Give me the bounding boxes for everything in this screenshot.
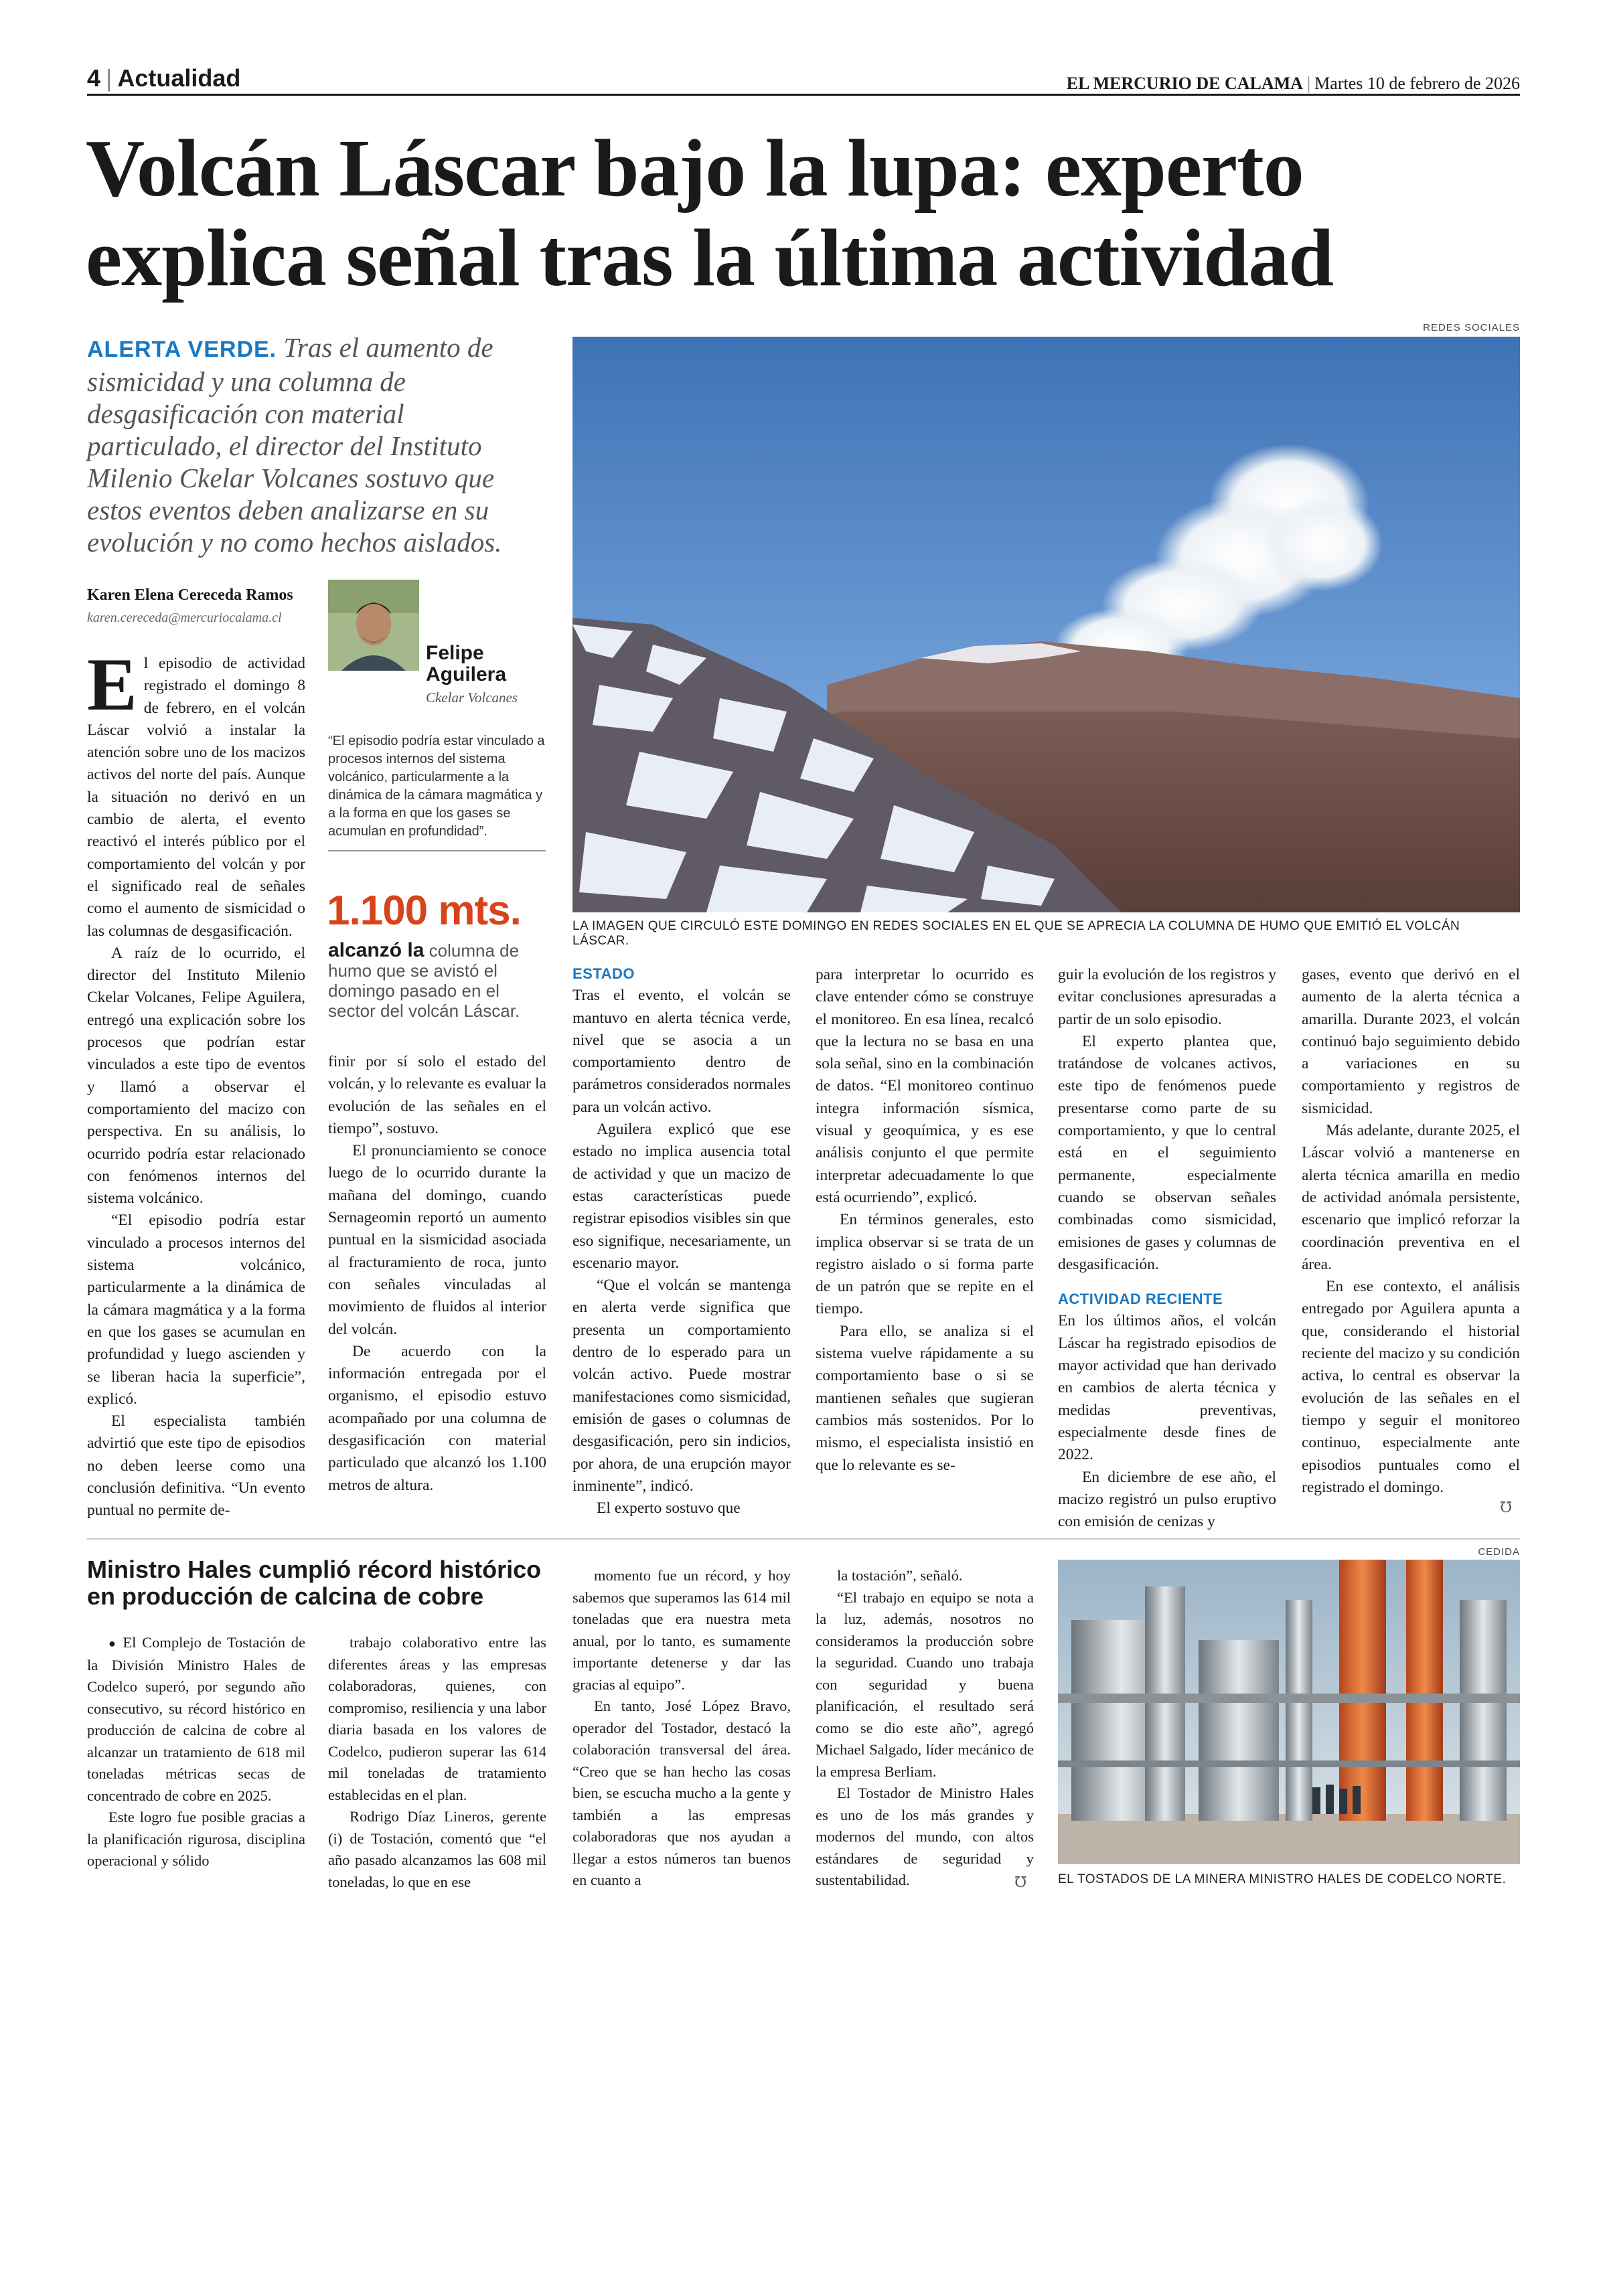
paragraph: En ese contexto, el análisis entregado por Aguilera apunta a que, considerando el historial reciente del macizo y su condición activa, lo central es observar la evolución de las señales en el tiempo y seguir el monitoreo continuo, especialmente ante episodios puntuales como el registrado el domingo. (1302, 1278, 1520, 1496)
paragraph: Aguilera explicó que ese estado no implica ausencia total de actividad y que un macizo de estas características puede registrar episodios visibles sin que eso signifique, necesariamente, un escenario mayor. (572, 1121, 791, 1272)
paragraph: El experto plantea que, tratándose de volcanes activos, este tipo de fenómenos puede presentarse como parte de su comportamiento, y que lo central está en el seguimiento permanente, especialmente cuando se observan señales combinadas como sismicidad, emisiones de gases y columnas de desgasificación. (1058, 1032, 1276, 1273)
paragraph: guir la evolución de los registros y evitar conclusiones apresuradas a partir de un solo episodio. (1058, 966, 1276, 1028)
story2-headline: Ministro Hales cumplió récord histórico en producción de calcina de cobre (87, 1556, 542, 1610)
volcano-photo (572, 337, 1520, 912)
volcano-illustration (572, 337, 1520, 912)
section-name: Actualidad (117, 64, 241, 92)
paragraph: “Que el volcán se mantenga en alerta verde significa que presenta un comportamiento dentro de lo esperado para un volcán activo. Puede mostrar manifestaciones como sismicidad, emisión de gases o columnas de desgasificación, pero sin indicios, por ahora, de una erupción mayor inminente”, indicó. (572, 1277, 791, 1495)
article-column-3 (572, 963, 791, 1520)
avatar (328, 580, 419, 671)
paragraph: l episodio de actividad registrado el domingo 8 de febrero, en el volcán Láscar volvió a instalar la atención sobre uno de los macizos activos del norte del país. Aunque la situación no derivó en un cambio de alerta, el evento reactivó el interés público por el comportamiento del volcán y por el significado real de señales como el aumento de sismicidad o las columnas de desgasificación. (87, 655, 305, 940)
subhead-actividad-reciente: ACTIVIDAD RECIENTE (1058, 1291, 1223, 1308)
paragraph: En diciembre de ese año, el macizo registró un pulso eruptivo con emisión de cenizas y (1058, 1468, 1276, 1531)
paragraph: “El trabajo en equipo se nota a la luz, además, nosotros no consideramos la producción sobre la seguridad. Cuando uno trabaja con seguridad y buena planificación, el resultado será como se dio este año”, agregó Michael Salgado, líder mecánico de la empresa Berliam. (816, 1588, 1034, 1780)
article-column-4 (816, 964, 1034, 1477)
paragraph: momento fue un récord, y hoy sabemos que superamos las 614 mil toneladas que era nuestra meta anual, por lo tanto, es sumamente importante detenerse y dar las gracias al equipo”. (572, 1567, 791, 1693)
headline-line-1: Volcán Láscar bajo la lupa: experto (86, 123, 1304, 214)
pull-quote: “El episodio podría estar vinculado a procesos internos del sistema volcánico, particularmente a la dinámica de la cámara magmática y a la forma en que los gases se acumulan en profundidad”. (328, 734, 545, 839)
article-column-5 (1058, 964, 1276, 1533)
quote-rule (328, 850, 546, 851)
photo-caption: LA IMAGEN QUE CIRCULÓ ESTE DOMINGO EN REDES SOCIALES EN EL QUE SE APRECIA LA COLUMNA DE HUMO QUE EMITIÓ EL VOLCÁN LÁSCAR. (572, 919, 1460, 948)
paragraph: Este logro fue posible gracias a la planificación rigurosa, disciplina operacional y sólido (87, 1809, 305, 1869)
page-header-left: 4 | Actualidad (87, 64, 241, 92)
lead-text: Tras el aumento de sismicidad y una columna de desgasificación con material particulado, el director del Instituto Milenio Ckelar Volcanes sostuvo que estos eventos deben analizarse en su evolución y no como hechos aislados. (87, 332, 502, 558)
paragraph: “El episodio podría estar vinculado a procesos internos del sistema volcánico, particularmente a la dinámica de la cámara magmática y a la forma en que los gases se acumulan en profundidad y luego ascienden y se liberan hacia la superficie”, explicó. (87, 1212, 305, 1408)
page-header-right: EL MERCURIO DE CALAMA | Martes 10 de febrero de 2026 (1066, 74, 1520, 93)
article-column-6 (1302, 964, 1520, 1499)
dropcap: E (87, 643, 137, 726)
paragraph: Más adelante, durante 2025, el Láscar volvió a mantenerse en alerta técnica amarilla en medio de actividad anómala persistente, escenario que implicó reforzar la coordinación preventiva en el área. (1302, 1122, 1520, 1273)
story2-column-3 (572, 1565, 791, 1892)
paragraph: En términos generales, esto implica observar si se trata de un registro aislado o si forma parte de un patrón que se repite en el tiempo. (816, 1211, 1034, 1318)
stat-value: 1.100 mts. (327, 888, 521, 934)
subhead-estado: ESTADO (572, 965, 635, 982)
stat-text: columna de humo que se avistó el domingo pasado en el sector del volcán Láscar. (328, 940, 520, 1021)
paragraph: para interpretar lo ocurrido es clave entender cómo se construye el monitoreo. En esa línea, recalcó que la lectura no se basa en una sola señal, sino en la combinación de datos. “El monitoreo continuo integra información sísmica, visual y geoquímica, y es ese análisis conjunto el que permite interpretar adecuadamente lo que está ocurriendo”, explicó. (816, 966, 1034, 1206)
industrial-plant-illustration (1058, 1560, 1520, 1864)
paragraph: A raíz de lo ocurrido, el director del Instituto Milenio Ckelar Volcanes, Felipe Aguilera, entregó una explicación sobre los procesos que podrían estar vinculados a este tipo de eventos y llamó a observar el comportamiento del macizo con perspectiva. En su análisis, lo ocurrido podría estar relacionado con fenómenos internos del sistema volcánico. (87, 944, 305, 1208)
paragraph: trabajo colaborativo entre las diferentes áreas y las empresas colaboradoras, quienes, con compromiso, resiliencia y una labor diaria basada en los valores de Codelco, pudieron superar las 614 mil toneladas de tratamiento establecidas en el plan. (328, 1634, 546, 1803)
paragraph: En tanto, José López Bravo, operador del Tostador, destacó la colaboración transversal del área. “Creo que se han hecho las cosas bien, se escucha mucho a la gente y también a las empresas colaboradoras que nos ayudan a llegar a estos números tan buenos en cuanto a (572, 1698, 791, 1888)
issue-date: Martes 10 de febrero de 2026 (1314, 74, 1520, 93)
article-column-2 (328, 1051, 546, 1497)
paragraph: El especialista también advirtió que este tipo de episodios no deben leerse como una conclusión definitiva. “Un evento puntual no permite de- (87, 1412, 305, 1520)
quote-source-org: Ckelar Volcanes (426, 689, 518, 706)
paragraph: El pronunciamiento se conoce luego de lo ocurrido durante la mañana del domingo, cuando Sernageomin reportó un aumento puntual en la sismicidad asociada al fracturamiento de roca, junto con señales vinculadas al movimiento de fluidos al interior del volcán. (328, 1142, 546, 1338)
publication-name: EL MERCURIO DE CALAMA (1066, 74, 1303, 93)
headline (86, 124, 1532, 303)
story2-column-4 (816, 1565, 1034, 1892)
end-mark-icon: ℧ (1014, 1874, 1027, 1891)
story2-photo-credit: CEDIDA (1478, 1546, 1520, 1558)
paragraph: Rodrigo Díaz Lineros, gerente (i) de Tostación, comentó que “el año pasado alcanzamos las 608 mil toneladas, lo que en ese (328, 1808, 546, 1890)
header-rule (87, 94, 1520, 96)
end-mark-icon: ℧ (1500, 1499, 1513, 1516)
bullet-icon: ● (108, 1637, 123, 1650)
story2-photo-caption: EL TOSTADOS DE LA MINERA MINISTRO HALES DE CODELCO NORTE. (1058, 1872, 1507, 1886)
article-column-1 (87, 643, 305, 1522)
paragraph: finir por sí solo el estado del volcán, y lo relevante es evaluar la evolución de las señales en el tiempo”, sostuvo. (328, 1053, 546, 1137)
byline-email: karen.cereceda@mercuriocalama.cl (87, 610, 282, 625)
paragraph: El experto sostuvo que (597, 1499, 741, 1518)
person-portrait-icon (328, 580, 419, 671)
paragraph: En los últimos años, el volcán Láscar ha registrado episodios de mayor actividad que han derivado en cambios de alerta técnica y medidas preventivas, especialmente desde fines de 2022. (1058, 1312, 1276, 1464)
byline-author: Karen Elena Cereceda Ramos (87, 586, 293, 604)
lead-kicker: ALERTA VERDE. (87, 337, 277, 362)
story2-column-2 (328, 1632, 546, 1893)
photo-credit: REDES SOCIALES (1423, 322, 1520, 333)
stat-label: alcanzó la (328, 939, 425, 961)
roaster-plant-photo (1058, 1560, 1520, 1864)
stat-description (328, 940, 546, 1021)
story-divider (87, 1538, 1520, 1540)
quote-source-name: Felipe Aguilera (426, 642, 507, 685)
paragraph: El Complejo de Tostación de la División Ministro Hales de Codelco superó, por segundo año consecutivo, su récord histórico en producción de calcina de cobre al alcanzar un tratamiento de 618 mil toneladas métricas secas de concentrado de cobre en 2025. (87, 1634, 306, 1804)
paragraph: El Tostador de Ministro Hales es uno de los más grandes y modernos del mundo, con altos estándares de seguridad y sustentabilidad. (816, 1785, 1034, 1888)
paragraph: Tras el evento, el volcán se mantuvo en alerta técnica verde, nivel que se asocia a un comportamiento dentro de parámetros considerados normales para un volcán activo. (572, 987, 791, 1116)
paragraph: De acuerdo con la información entregada por el organismo, el episodio estuvo acompañado por una columna de desgasificación con material particulado que alcanzó los 1.100 metros de altura. (328, 1342, 546, 1494)
paragraph: Para ello, se analiza si el sistema vuelve rápidamente a su comportamiento base o si se mantienen señales que sugieran cambios más sostenidos. Por lo mismo, el especialista insistió en que lo relevante es se- (816, 1322, 1034, 1474)
paragraph: gases, evento que derivó en el aumento de la alerta técnica a amarilla. Durante 2023, el volcán continuó bajo seguimiento debido a variaciones en su comportamiento y registros de sismicidad. (1302, 966, 1520, 1117)
lead-paragraph (87, 331, 516, 558)
paragraph: la tostación”, señaló. (837, 1567, 963, 1584)
headline-line-2: explica señal tras la última actividad (86, 213, 1334, 303)
page-number: 4 (87, 64, 101, 92)
story2-column-1 (87, 1632, 305, 1872)
